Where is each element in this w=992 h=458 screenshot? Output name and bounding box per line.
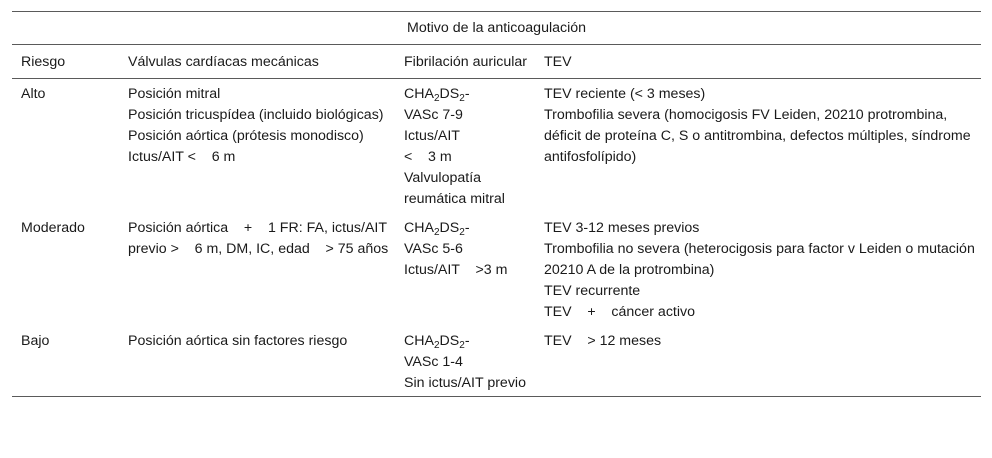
header-fibrilacion: Fibrilación auricular xyxy=(404,45,544,79)
cell-fibrilacion xyxy=(404,326,544,397)
tev-line: TEV 3-12 meses previos xyxy=(544,220,700,236)
tev-line: TEV + cáncer activo xyxy=(544,304,695,320)
table-caption-row xyxy=(12,12,981,45)
fa-line: Ictus/AIT xyxy=(404,128,460,144)
fa-line: < 3 m xyxy=(404,149,452,165)
cell-valvulas xyxy=(128,326,404,397)
table-caption: Motivo de la anticoagulación xyxy=(12,12,981,45)
cell-tev xyxy=(544,79,981,214)
cell-riesgo: Moderado xyxy=(21,220,85,236)
fa-score-range: VASc 1-4 xyxy=(404,354,463,370)
header-tev: TEV xyxy=(544,45,981,79)
cha-score-label: $CHA_2DS_2-$ xyxy=(404,220,470,238)
tev-line: Trombofilia no severa (heterocigosis para factor v Leiden o mutación 20210 A de la protrombina) xyxy=(544,241,975,278)
tev-line: TEV > 12 meses xyxy=(544,333,662,349)
fa-line: Valvulopatía reumática mitral xyxy=(404,170,505,207)
anticoagulation-risk-table xyxy=(12,11,981,397)
valvulas-line: Ictus/AIT < 6 m xyxy=(128,149,236,165)
valvulas-line: Posición aórtica (prótesis monodisco) xyxy=(128,128,364,144)
table-header-row xyxy=(12,45,981,79)
header-riesgo: Riesgo xyxy=(12,45,128,79)
cha-score-label: $CHA_2DS_2-$ xyxy=(404,86,470,104)
valvulas-line: Posición aórtica sin factores riesgo xyxy=(128,333,348,349)
tev-line: Trombofilia severa (homocigosis FV Leiden, 20210 protrombina, déficit de proteína C, S o antitrombina, defectos múltiples, síndrome antifosfolípido) xyxy=(544,107,971,165)
table-row-bajo xyxy=(12,326,981,397)
valvulas-line: Posición tricuspídea (incluido biológicas) xyxy=(128,107,384,123)
cha-score-label: $CHA_2DS_2-$ xyxy=(404,333,470,351)
cell-fibrilacion xyxy=(404,213,544,326)
valvulas-line: Posición mitral xyxy=(128,86,221,102)
fa-score-range: VASc 7-9 xyxy=(404,107,463,123)
tev-line: TEV reciente (< 3 meses) xyxy=(544,86,706,102)
cell-tev xyxy=(544,326,981,397)
fa-line: Ictus/AIT >3 m xyxy=(404,262,508,278)
cell-riesgo: Bajo xyxy=(12,326,128,397)
tev-line: TEV recurrente xyxy=(544,283,641,299)
cell-valvulas xyxy=(128,213,404,326)
risk-table-container xyxy=(12,11,981,397)
fa-line: Sin ictus/AIT previo xyxy=(404,375,526,391)
cell-tev xyxy=(544,213,981,326)
table-row-moderado xyxy=(12,213,981,326)
cell-riesgo: Alto xyxy=(21,86,46,102)
table-row-alto xyxy=(12,79,981,214)
fa-score-range: VASc 5-6 xyxy=(404,241,463,257)
cell-valvulas xyxy=(128,79,404,214)
cell-fibrilacion xyxy=(404,79,544,214)
valvulas-line: Posición aórtica + 1 FR: FA, ictus/AIT previo > 6 m, DM, IC, edad > 75 años xyxy=(128,220,391,257)
header-valvulas: Válvulas cardíacas mecánicas xyxy=(128,45,404,79)
